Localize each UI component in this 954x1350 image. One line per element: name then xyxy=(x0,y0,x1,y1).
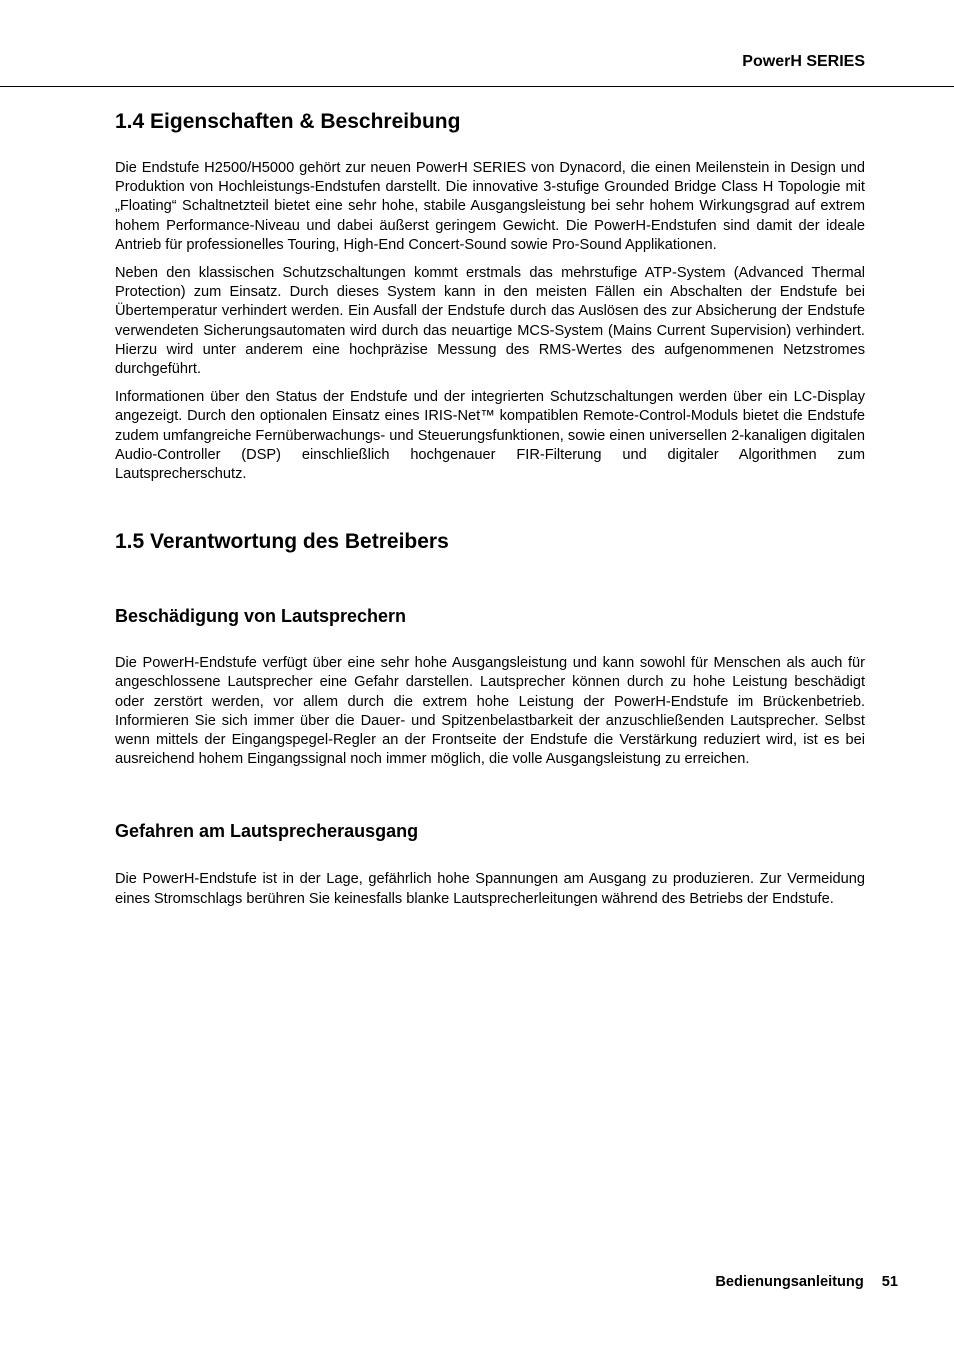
paragraph-description-3: Informationen über den Status der Endstufe und der integrierten Schutzschaltungen werden über ein LC-Display angezeigt. Durch den optionalen Einsatz eines IRIS-Net™ kompatiblen Remote-Control-Moduls bietet die Endstufe zudem umfangreiche Fernüberwachungs- und Steuerungsfunktionen, sowie einen universellen 2-kanaligen digitalen Audio-Controller (DSP) einschließlich hochgenauer FIR-Filterung und digitaler Algorithmen zum Lautsprecherschutz. xyxy=(115,389,865,483)
page-footer xyxy=(715,1274,898,1290)
header-divider xyxy=(0,86,954,87)
page-content xyxy=(115,108,865,909)
paragraph-description-2: Neben den klassischen Schutzschaltungen kommt erstmals das mehrstufige ATP-System (Advanced Thermal Protection) zum Einsatz. Durch dieses System kann in den meisten Fällen ein Abschalten der Endstufe bei Übertemperatur verhindert werden. Ein Ausfall der Endstufe durch das Auslösen des zur Absicherung der Endstufe verwendeten Sicherungsautomaten wird durch das neuartige MCS-System (Mains Current Supervision) verhindert. Hierzu wird unter anderem eine hochpräzise Messung des RMS-Wertes des aufgenommenen Netzstromes durchgeführt. xyxy=(115,265,865,378)
subheading-output-hazard: Gefahren am Lautsprecherausgang xyxy=(115,821,419,842)
paragraph-description-1: Die Endstufe H2500/H5000 gehört zur neuen PowerH SERIES von Dynacord, die einen Meilenstein in Design und Produktion von Hochleistungs-Endstufen darstellt. Die innovative 3-stufige Grounded Bridge Class H Topologie mit „Floating“ Schaltnetzteil bietet eine sehr hohe, stabile Ausgangsleistung bei sehr hohem Wirkungsgrad auf extrem hohem Performance-Niveau und dabei äußerst geringem Gewicht. Die PowerH-Endstufen sind damit der ideale Antrieb für professionelles Touring, High-End Concert-Sound sowie Pro-Sound Applikationen. xyxy=(115,160,865,253)
page-number: 51 xyxy=(881,1274,898,1290)
section-heading-1-5: 1.5 Verantwortung des Betreibers xyxy=(115,530,449,554)
section-heading-1-4: 1.4 Eigenschaften & Beschreibung xyxy=(115,110,461,133)
paragraph-speaker-damage: Die PowerH-Endstufe verfügt über eine sehr hohe Ausgangsleistung und kann sowohl für Menschen als auch für angeschlossene Lautsprecher eine Gefahr darstellen. Lautsprecher können durch zu hohe Leistung beschädigt oder zerstört werden, vor allem durch die extrem hohe Leistung der PowerH-Endstufe im Brückenbetrieb. Informieren Sie sich immer über die Dauer- und Spitzenbelastbarkeit der anzuschließenden Lautsprecher. Selbst wenn mittels der Eingangspegel-Regler an der Frontseite der Endstufe die Verstärkung reduziert wird, ist es bei ausreichend hohem Eingangssignal noch immer möglich, die volle Ausgangsleistung zu erreichen. xyxy=(115,655,865,768)
series-title: PowerH SERIES xyxy=(742,53,865,70)
paragraph-output-hazard: Die PowerH-Endstufe ist in der Lage, gefährlich hohe Spannungen am Ausgang zu produzieren. Zur Vermeidung eines Stromschlags berühren Sie keinesfalls blanke Lautsprecherleitungen während des Betriebs der Endstufe. xyxy=(115,871,865,907)
footer-label: Bedienungsanleitung xyxy=(715,1274,864,1290)
subheading-speaker-damage: Beschädigung von Lautsprechern xyxy=(115,606,407,627)
